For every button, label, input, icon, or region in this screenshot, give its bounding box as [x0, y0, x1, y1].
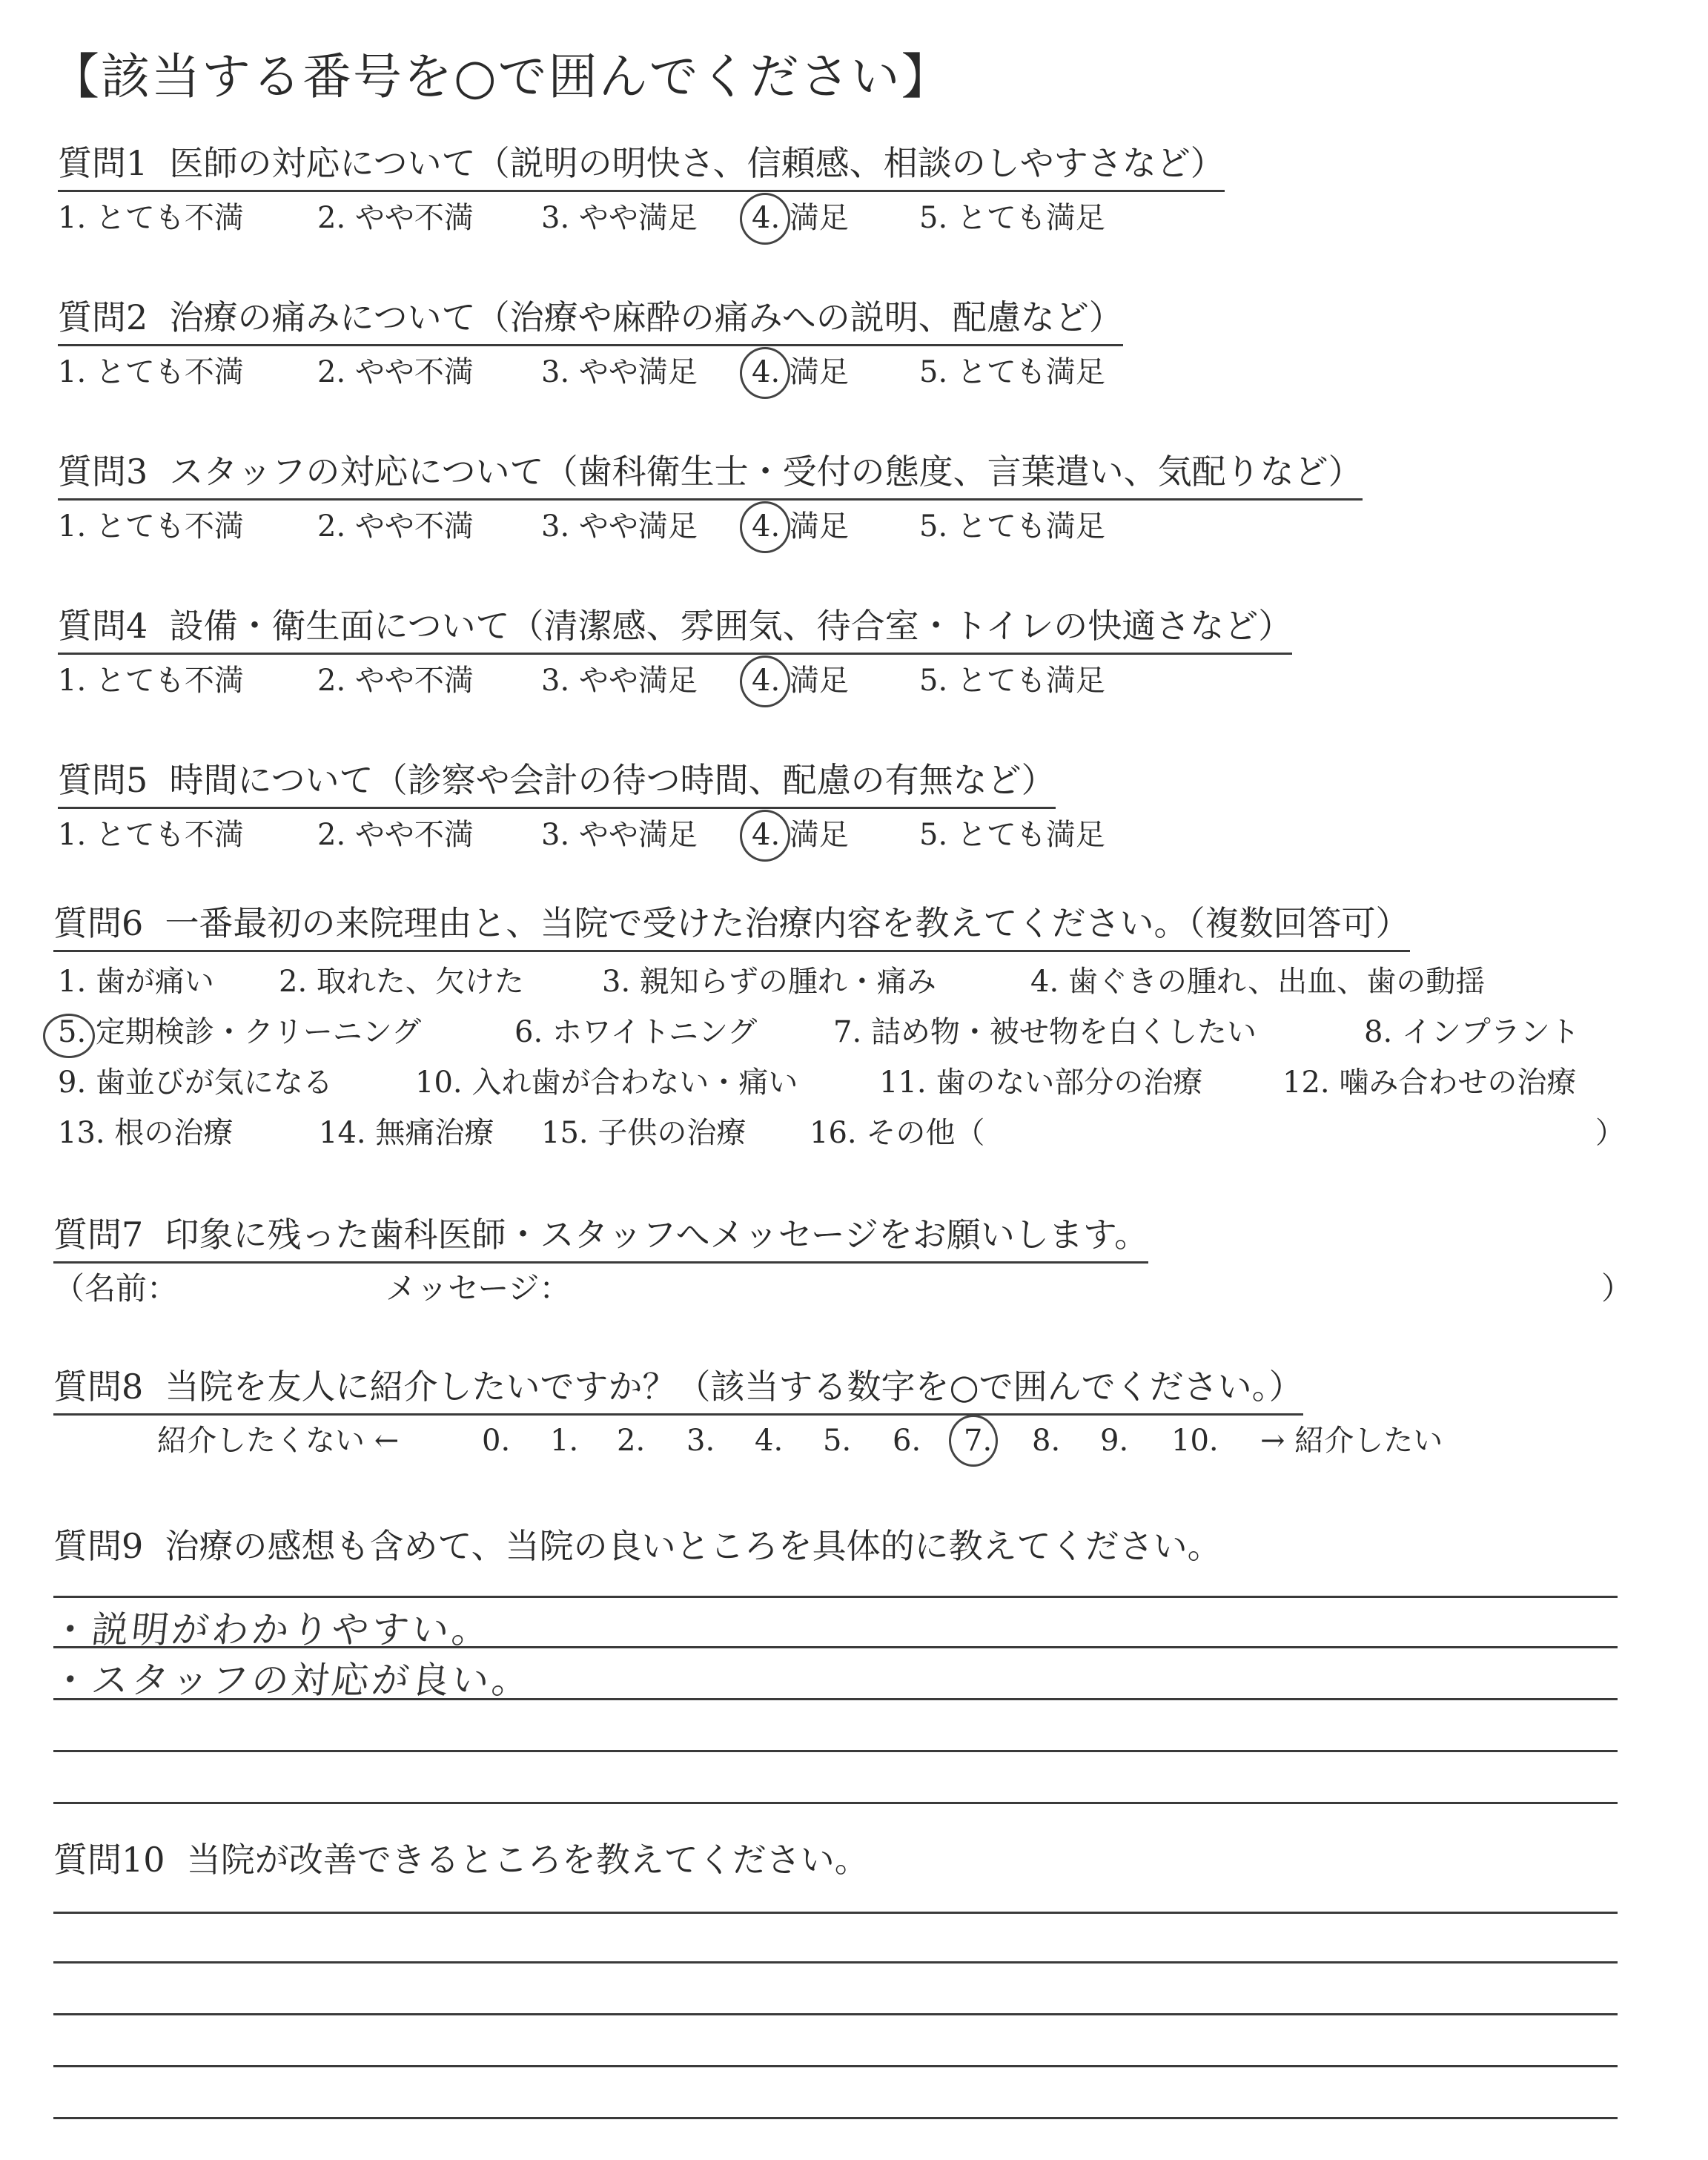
q9-line-5 — [53, 1802, 1618, 1804]
q7-text: 印象に残った歯科医師・スタッフへメッセージをお願いします。 — [165, 1215, 1149, 1255]
q4-option-2[interactable]: 2. やや不満 — [317, 664, 474, 698]
q8-number[interactable]: 4. — [755, 1424, 784, 1458]
q6-option[interactable]: 16. その他（ — [810, 1116, 985, 1150]
q9-label: 質問9 — [53, 1526, 144, 1566]
q7-label: 質問7 — [53, 1215, 144, 1255]
q6-label: 質問6 — [53, 903, 144, 943]
q4-title — [58, 604, 1292, 655]
q7-message-label: メッセージ： — [385, 1270, 571, 1307]
q5-title — [58, 758, 1056, 809]
q4-option-4[interactable]: 4. 満足 — [752, 664, 849, 698]
q6-option[interactable]: 13. 根の治療 — [58, 1116, 234, 1150]
q8-number[interactable]: 9. — [1100, 1424, 1129, 1458]
q6-option[interactable]: 10. 入れ歯が合わない・痛い — [415, 1066, 798, 1100]
q4-option-3[interactable]: 3. やや満足 — [541, 664, 698, 698]
q8-number[interactable]: 2. — [617, 1424, 646, 1458]
q2-selected-circle — [740, 347, 790, 399]
q1-option-5[interactable]: 5. とても満足 — [919, 201, 1105, 235]
q8-number[interactable]: 5. — [823, 1424, 852, 1458]
q5-option-5[interactable]: 5. とても満足 — [919, 818, 1105, 852]
q10-line-5 — [53, 2117, 1618, 2119]
q7-title — [53, 1212, 1148, 1264]
q5-option-2[interactable]: 2. やや不満 — [317, 818, 474, 852]
q2-option-2[interactable]: 2. やや不満 — [317, 355, 474, 389]
q10-line-2 — [53, 1961, 1618, 1964]
q6-option[interactable]: 15. 子供の治療 — [541, 1116, 747, 1150]
q3-option-4[interactable]: 4. 満足 — [752, 509, 849, 544]
q8-title — [53, 1364, 1303, 1416]
q1-option-3[interactable]: 3. やや満足 — [541, 201, 698, 235]
q8-left-label: 紹介したくない ← — [157, 1424, 400, 1458]
q8-number[interactable]: 6. — [893, 1424, 921, 1458]
q9-title — [53, 1524, 1222, 1568]
q5-label: 質問5 — [58, 760, 148, 800]
q6-option[interactable]: ） — [1595, 1116, 1625, 1150]
q6-option[interactable]: 2. 取れた、欠けた — [279, 965, 524, 999]
q6-selected-circle — [43, 1014, 95, 1058]
q8-number[interactable]: 0. — [482, 1424, 511, 1458]
q5-option-3[interactable]: 3. やや満足 — [541, 818, 698, 852]
q1-option-2[interactable]: 2. やや不満 — [317, 201, 474, 235]
q10-line-3 — [53, 2013, 1618, 2015]
q4-selected-circle — [740, 655, 790, 707]
q5-selected-circle — [740, 810, 790, 862]
q6-option[interactable]: 6. ホワイトニング — [514, 1015, 758, 1049]
q2-text: 治療の痛みについて（治療や麻酔の痛みへの説明、配慮など） — [169, 297, 1123, 337]
q4-label: 質問4 — [58, 606, 148, 646]
q6-option[interactable]: 12. 噛み合わせの治療 — [1282, 1066, 1577, 1100]
q6-title — [53, 901, 1410, 952]
q2-option-4[interactable]: 4. 満足 — [752, 355, 849, 389]
q9-answer-1: ・説明がわかりやすい。 — [49, 1608, 494, 1651]
q6-option[interactable]: 9. 歯並びが気になる — [58, 1066, 333, 1100]
q9-line-1 — [53, 1596, 1618, 1598]
q1-option-4[interactable]: 4. 満足 — [752, 201, 849, 235]
q10-title — [53, 1837, 869, 1882]
q2-option-1[interactable]: 1. とても不満 — [58, 355, 244, 389]
q1-selected-circle — [740, 193, 790, 245]
q10-line-1 — [53, 1912, 1618, 1914]
q2-title — [58, 295, 1123, 346]
q10-text: 当院が改善できるところを教えてください。 — [186, 1840, 869, 1880]
q2-label: 質問2 — [58, 297, 148, 337]
q6-option[interactable]: 3. 親知らずの腫れ・痛み — [602, 965, 936, 999]
q6-option[interactable]: 11. 歯のない部分の治療 — [879, 1066, 1203, 1100]
q1-title — [58, 141, 1225, 192]
q8-number[interactable]: 1. — [550, 1424, 579, 1458]
q8-label: 質問8 — [53, 1367, 144, 1407]
q6-option[interactable]: 5. 定期検診・クリーニング — [58, 1015, 422, 1049]
q8-number[interactable]: 7. — [964, 1424, 993, 1458]
q6-text: 一番最初の来院理由と、当院で受けた治療内容を教えてください。（複数回答可） — [165, 903, 1410, 943]
q6-option[interactable]: 1. 歯が痛い — [58, 965, 214, 999]
q10-line-4 — [53, 2065, 1618, 2067]
q10-label: 質問10 — [53, 1840, 165, 1880]
q5-text: 時間について（診察や会計の待つ時間、配慮の有無など） — [169, 760, 1056, 800]
q6-option[interactable]: 14. 無痛治療 — [319, 1116, 494, 1150]
q2-option-5[interactable]: 5. とても満足 — [919, 355, 1105, 389]
q7-close-paren: ） — [1601, 1270, 1633, 1307]
q3-option-3[interactable]: 3. やや満足 — [541, 509, 698, 544]
q7-name-label: （名前： — [53, 1270, 179, 1307]
q6-option[interactable]: 8. インプラント — [1364, 1015, 1580, 1049]
q3-option-5[interactable]: 5. とても満足 — [919, 509, 1105, 544]
q8-number[interactable]: 10. — [1171, 1424, 1219, 1458]
q3-text: スタッフの対応について（歯科衛生士・受付の態度、言葉遣い、気配りなど） — [169, 452, 1363, 492]
q3-option-1[interactable]: 1. とても不満 — [58, 509, 244, 544]
q3-title — [58, 449, 1363, 501]
q9-line-4 — [53, 1750, 1618, 1752]
q9-answer-2: ・スタッフの対応が良い。 — [49, 1659, 534, 1702]
q3-option-2[interactable]: 2. やや不満 — [317, 509, 474, 544]
q3-selected-circle — [740, 501, 790, 553]
q8-selected-circle — [949, 1415, 998, 1467]
q1-label: 質問1 — [58, 143, 148, 183]
q3-label: 質問3 — [58, 452, 148, 492]
q8-text: 当院を友人に紹介したいですか？（該当する数字を○で囲んでください。） — [165, 1367, 1303, 1407]
q5-option-1[interactable]: 1. とても不満 — [58, 818, 244, 852]
q4-text: 設備・衛生面について（清潔感、雰囲気、待合室・トイレの快適さなど） — [169, 606, 1293, 646]
q4-option-5[interactable]: 5. とても満足 — [919, 664, 1105, 698]
q9-text: 治療の感想も含めて、当院の良いところを具体的に教えてください。 — [165, 1526, 1222, 1566]
q2-option-3[interactable]: 3. やや満足 — [541, 355, 698, 389]
q5-option-4[interactable]: 4. 満足 — [752, 818, 849, 852]
q1-text: 医師の対応について（説明の明快さ、信頼感、相談のしやすさなど） — [169, 143, 1225, 183]
q1-option-1[interactable]: 1. とても不満 — [58, 201, 244, 235]
q6-option[interactable]: 4. 歯ぐきの腫れ、出血、歯の動揺 — [1030, 965, 1486, 999]
q8-number[interactable]: 3. — [686, 1424, 715, 1458]
q8-right-label: → 紹介したい — [1260, 1424, 1443, 1458]
q6-option[interactable]: 7. 詰め物・被せ物を白くしたい — [833, 1015, 1257, 1049]
q8-number[interactable]: 8. — [1032, 1424, 1061, 1458]
page-heading: 【該当する番号を○で囲んでください】 — [50, 48, 952, 105]
q4-option-1[interactable]: 1. とても不満 — [58, 664, 244, 698]
